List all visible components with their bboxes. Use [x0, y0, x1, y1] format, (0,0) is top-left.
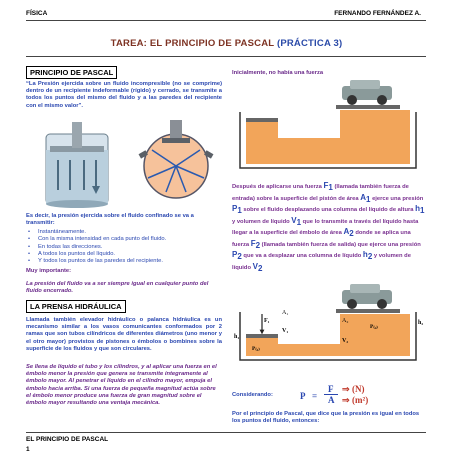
list-item: • En todas las direcciones.: [28, 244, 224, 251]
header-rule: [26, 20, 426, 21]
force-explanation: Después de aplicarse una fuerza $F_1$ (llamada también fuerza de entrada) sobre la superficie del pistón de área $A_1$ ejerce una presión $P_1$ sobre el fluido desplazando una columna del líquido de altura $h_1$ y volumen de líquido $V_1$ que lo transmite a través del líquido hasta llegar a la superficie del émbolo de área $A_2$ donde se aplica una fuerza $F_2$ (llamada también fuerza de salida) que ejerce una presión $P_2$ que va a desplazar una columna de líquido $h_2$ y volumen de líquido $V_2$: [232, 181, 425, 274]
formula-unit-den: (m²): [352, 395, 369, 405]
initial-press-diagram: [230, 78, 430, 178]
label-p1: P₍₁₎: [252, 346, 260, 352]
label-v2: V₂: [342, 338, 349, 344]
label-a1: A₁: [282, 310, 289, 316]
label-h1: h₁: [234, 334, 240, 340]
press-text: Llamada también elevador hidráulico o palanca hidráulica es un mecanismo similar a los vasos comunicantes conformados por 2 ramas que son tubos cilíndricos de diferentes diámetros (uno menor y el otro mayor) provistos de pistones o émbolos o bombines sobre la superficie de los fluidos y que son circulares.: [26, 317, 222, 352]
title-practice: (PRÁCTICA 3): [276, 38, 343, 49]
section-heading-press: LA PRENSA HIDRÁULICA: [26, 300, 126, 313]
final-text: Por el principio de Pascal, que dice que la presión es igual en todos los puntos del fluido, entonces:: [232, 411, 420, 425]
sphere-image: [139, 120, 214, 198]
formula-eq: =: [312, 391, 318, 401]
label-h2: h₂: [418, 320, 424, 326]
press-italic-text: Se llena de líquido el tubo y los cilindros, y al aplicar una fuerza en el émbolo menor la presión que genera se transmite íntegramente al émbolo mayor. Al penetrar el líquido en el cilindro mayor, empuja el émbolo hacia arriba. Si una fuerza de pequeña magnitud actúa sobre el émbolo menor produce una fuerza de gran magnitud sobre el émbolo mayor resultando una ventaja mecánica.: [26, 364, 217, 407]
considering-label: Considerando:: [232, 392, 273, 398]
car-image: [342, 80, 392, 105]
formula-num: F: [328, 384, 334, 394]
important-text: La presión del fluido va a ser siempre igual en cualquier punto del fluido encerrado.: [26, 281, 209, 295]
piston-cylinder-image: [46, 122, 108, 208]
pressed-diagram: [230, 284, 430, 364]
list-item: • Con la misma intensidad en cada punto del fluido.: [28, 236, 224, 243]
list-item: • A todos los puntos del líquido.: [28, 251, 224, 258]
transmission-list: [28, 229, 224, 265]
header-subject: FÍSICA: [26, 10, 48, 17]
label-v1: V₁: [282, 328, 289, 334]
header-author: FERNANDO FERNÁNDEZ A.: [334, 10, 421, 17]
formula-den: A: [328, 395, 335, 405]
page-number: 1: [26, 446, 30, 453]
formula-unit-num: (N): [352, 384, 365, 394]
list-item: • Instantáneamente.: [28, 229, 224, 236]
formula-lhs: P: [300, 391, 306, 401]
important-label: Muy importante:: [26, 268, 72, 274]
page-header: [0, 6, 453, 18]
title-rule: [26, 56, 426, 57]
label-a2: A₂: [342, 318, 349, 324]
page-title: [0, 38, 453, 49]
section-heading-pascal: PRINCIPIO DE PASCAL: [26, 66, 117, 79]
pascal-illustration: [26, 120, 226, 210]
intro-text: Es decir, la presión ejercida sobre el fluido confinado se va a transmitir:: [26, 213, 194, 227]
car-image: [342, 284, 392, 309]
footer-title: EL PRINCIPIO DE PASCAL: [26, 436, 109, 443]
footer-rule: [26, 432, 426, 433]
label-f1: F₁: [264, 318, 270, 324]
list-item: • Y todos los puntos de las paredes del recipiente.: [28, 258, 224, 265]
title-main: TAREA: EL PRINCIPIO DE PASCAL: [110, 38, 275, 49]
initial-caption: Inicialmente, no había una fuerza: [232, 70, 324, 76]
pascal-quote: “La Presión ejercida sobre un fluido incompresible (no se comprime) dentro de un recipiente indeformable (rígido) y cerrado, se transmite a todos los puntos del mismo del fluido y a las paredes del recipiente con el mismo valor”.: [26, 81, 222, 109]
label-p2: P₍₂₎: [370, 324, 378, 330]
